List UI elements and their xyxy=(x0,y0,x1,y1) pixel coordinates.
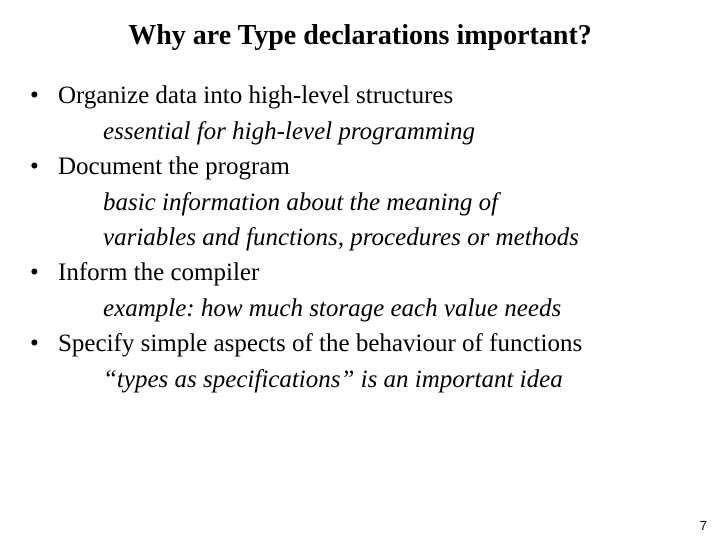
bullet-line xyxy=(30,326,582,362)
bullet-subtext: basic information about the meaning of xyxy=(103,189,499,216)
slide-title: Why are Type declarations important? xyxy=(128,20,592,51)
bullet-icon: • xyxy=(30,330,39,357)
bullet-text: Document the program xyxy=(58,153,290,180)
bullet-subtext: example: how much storage each value needs xyxy=(103,295,562,322)
bullet-line xyxy=(30,78,582,114)
bullet-line xyxy=(30,255,582,291)
bullet-icon: • xyxy=(30,153,39,180)
bullet-list xyxy=(30,78,582,397)
bullet-item-specify-behaviour xyxy=(30,326,582,397)
bullet-text: Specify simple aspects of the behaviour of functions xyxy=(58,330,583,357)
bullet-icon: • xyxy=(30,82,39,109)
bullet-icon: • xyxy=(30,259,39,286)
bullet-text: Inform the compiler xyxy=(58,259,260,286)
bullet-line xyxy=(30,149,582,185)
bullet-item-document-program xyxy=(30,149,582,255)
page-number: 7 xyxy=(699,518,707,533)
bullet-subtext: variables and functions, procedures or methods xyxy=(103,224,579,251)
bullet-subtext: essential for high-level programming xyxy=(103,118,475,145)
bullet-text: Organize data into high-level structures xyxy=(58,82,454,109)
bullet-subtext: “types as specifications” is an important idea xyxy=(103,366,563,393)
bullet-item-inform-compiler xyxy=(30,255,582,326)
bullet-item-organize-data xyxy=(30,78,582,149)
